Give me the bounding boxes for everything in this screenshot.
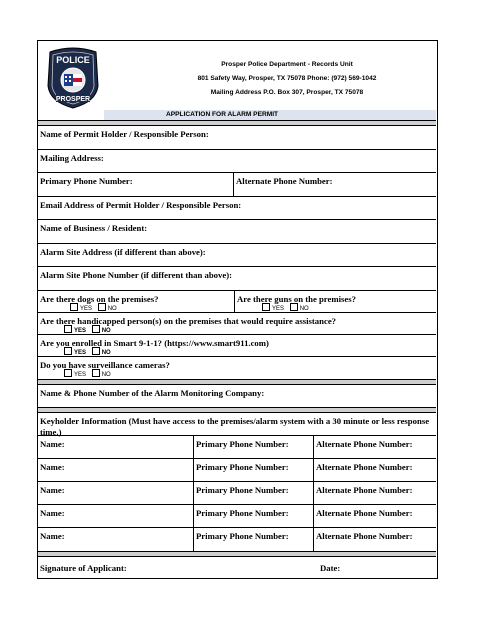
guns-yes-checkbox[interactable] [262, 303, 270, 311]
keyholder-name-field[interactable] [38, 459, 193, 481]
dogs-checkboxes [70, 303, 117, 311]
mailing-address-row[interactable] [38, 150, 436, 173]
department-mailing: Mailing Address P.O. Box 307, Prosper, TX 75078 [210, 89, 364, 96]
keyholder-primary-phone-field[interactable] [193, 505, 313, 527]
handicapped-checkboxes [64, 325, 111, 333]
alarm-site-address-row[interactable] [38, 244, 436, 267]
keyholder-name-label: Name: [40, 485, 65, 495]
keyholder-primary-phone-label: Primary Phone Number: [196, 439, 289, 449]
surveillance-yes-checkbox[interactable] [64, 369, 72, 377]
logo-police-text: POLICE [56, 55, 90, 65]
guns-label: Are there guns on the premises? [237, 294, 356, 304]
handicapped-no-checkbox[interactable] [92, 325, 100, 333]
keyholder-info-label: Keyholder Information (Must have access to the premises/alarm system with a 30 minute or less response time.) [40, 416, 430, 437]
smart911-checkboxes [64, 347, 111, 355]
keyholder-row [38, 528, 436, 551]
keyholder-primary-phone-field[interactable] [193, 528, 313, 551]
signature-field[interactable] [38, 557, 318, 578]
dogs-field [38, 291, 234, 312]
surveillance-yes-label: YES [74, 372, 87, 378]
department-name: Prosper Police Department - Records Unit [221, 61, 353, 68]
handicapped-yes-checkbox[interactable] [64, 325, 72, 333]
dogs-guns-row [38, 291, 436, 313]
department-address: 801 Safety Way, Prosper, TX 75078 Phone: (972) 569-1042 [197, 75, 377, 82]
keyholder-alternate-phone-label: Alternate Phone Number: [316, 508, 413, 518]
permit-holder-row[interactable] [38, 126, 436, 150]
handicapped-row [38, 313, 436, 335]
guns-checkboxes [262, 303, 309, 311]
keyholder-name-field[interactable] [38, 436, 193, 458]
keyholder-primary-phone-label: Primary Phone Number: [196, 462, 289, 472]
dogs-yes-checkbox[interactable] [70, 303, 78, 311]
monitoring-company-row[interactable] [38, 385, 436, 407]
dogs-no-label: NO [107, 306, 117, 312]
keyholder-row [38, 482, 436, 505]
keyholder-primary-phone-label: Primary Phone Number: [196, 531, 289, 541]
handicapped-no-label: NO [101, 328, 111, 334]
keyholder-alternate-phone-label: Alternate Phone Number: [316, 439, 413, 449]
keyholder-primary-phone-label: Primary Phone Number: [196, 508, 289, 518]
keyholder-alternate-phone-field[interactable] [313, 528, 436, 551]
alarm-permit-form [37, 40, 438, 579]
keyholder-name-label: Name: [40, 531, 65, 541]
alarm-site-phone-label: Alarm Site Phone Number (if different than above): [40, 270, 232, 280]
guns-yes-label: YES [272, 306, 285, 312]
surveillance-checkboxes [64, 369, 111, 377]
smart911-no-label: NO [101, 350, 111, 356]
surveillance-row [38, 357, 436, 379]
alarm-site-phone-row[interactable] [38, 267, 436, 291]
guns-no-label: NO [299, 306, 309, 312]
signature-label: Signature of Applicant: [40, 563, 127, 573]
keyholder-name-label: Name: [40, 508, 65, 518]
email-label: Email Address of Permit Holder / Responsible Person: [40, 200, 242, 210]
keyholder-row [38, 505, 436, 528]
police-badge-logo [44, 46, 102, 110]
guns-no-checkbox[interactable] [290, 303, 298, 311]
keyholder-alternate-phone-field[interactable] [313, 436, 436, 458]
dogs-label: Are there dogs on the premises? [40, 294, 159, 304]
form-title: APPLICATION FOR ALARM PERMIT [104, 110, 436, 120]
dogs-no-checkbox[interactable] [98, 303, 106, 311]
smart911-yes-checkbox[interactable] [64, 347, 72, 355]
business-row[interactable] [38, 220, 436, 244]
keyholder-primary-phone-label: Primary Phone Number: [196, 485, 289, 495]
keyholder-name-field[interactable] [38, 505, 193, 527]
surveillance-no-checkbox[interactable] [92, 369, 100, 377]
smart911-yes-label: YES [74, 350, 87, 356]
alarm-site-address-label: Alarm Site Address (if different than above): [40, 247, 206, 257]
phone-row [38, 173, 436, 197]
keyholder-name-field[interactable] [38, 482, 193, 504]
keyholder-name-field[interactable] [38, 528, 193, 551]
business-label: Name of Business / Resident: [40, 223, 148, 233]
handicapped-label: Are there handicapped person(s) on the premises that would require assistance? [40, 316, 337, 326]
email-row[interactable] [38, 197, 436, 220]
primary-phone-label: Primary Phone Number: [40, 176, 133, 186]
alternate-phone-label: Alternate Phone Number: [236, 176, 333, 186]
keyholder-primary-phone-field[interactable] [193, 436, 313, 458]
permit-holder-label: Name of Permit Holder / Responsible Person: [40, 129, 209, 139]
smart911-no-checkbox[interactable] [92, 347, 100, 355]
mailing-address-label: Mailing Address: [40, 153, 104, 163]
keyholder-primary-phone-field[interactable] [193, 459, 313, 481]
smart911-label: Are you enrolled in Smart 9-1-1? (https://www.smart911.com) [40, 338, 269, 348]
date-label: Date: [320, 563, 341, 573]
keyholder-alternate-phone-label: Alternate Phone Number: [316, 531, 413, 541]
department-info [138, 58, 436, 100]
alternate-phone-field[interactable] [233, 173, 436, 196]
keyholder-alternate-phone-label: Alternate Phone Number: [316, 462, 413, 472]
keyholder-alternate-phone-field[interactable] [313, 505, 436, 527]
keyholder-alternate-phone-field[interactable] [313, 482, 436, 504]
monitoring-company-label: Name & Phone Number of the Alarm Monitoring Company: [40, 388, 265, 398]
primary-phone-field[interactable] [38, 173, 233, 196]
keyholder-primary-phone-field[interactable] [193, 482, 313, 504]
form-header [38, 41, 436, 113]
smart911-row [38, 335, 436, 357]
logo-prosper-text: PROSPER [55, 96, 91, 103]
dogs-yes-label: YES [80, 306, 93, 312]
surveillance-no-label: NO [101, 372, 111, 378]
signature-row [38, 557, 436, 578]
handicapped-yes-label: YES [74, 328, 87, 334]
keyholder-alternate-phone-field[interactable] [313, 459, 436, 481]
keyholder-info-row [38, 413, 436, 436]
keyholder-name-label: Name: [40, 439, 65, 449]
surveillance-label: Do you have surveillance cameras? [40, 360, 170, 370]
date-field[interactable] [318, 557, 436, 578]
guns-field [234, 291, 436, 312]
keyholder-alternate-phone-label: Alternate Phone Number: [316, 485, 413, 495]
keyholder-name-label: Name: [40, 462, 65, 472]
keyholder-row [38, 436, 436, 459]
keyholder-row [38, 459, 436, 482]
